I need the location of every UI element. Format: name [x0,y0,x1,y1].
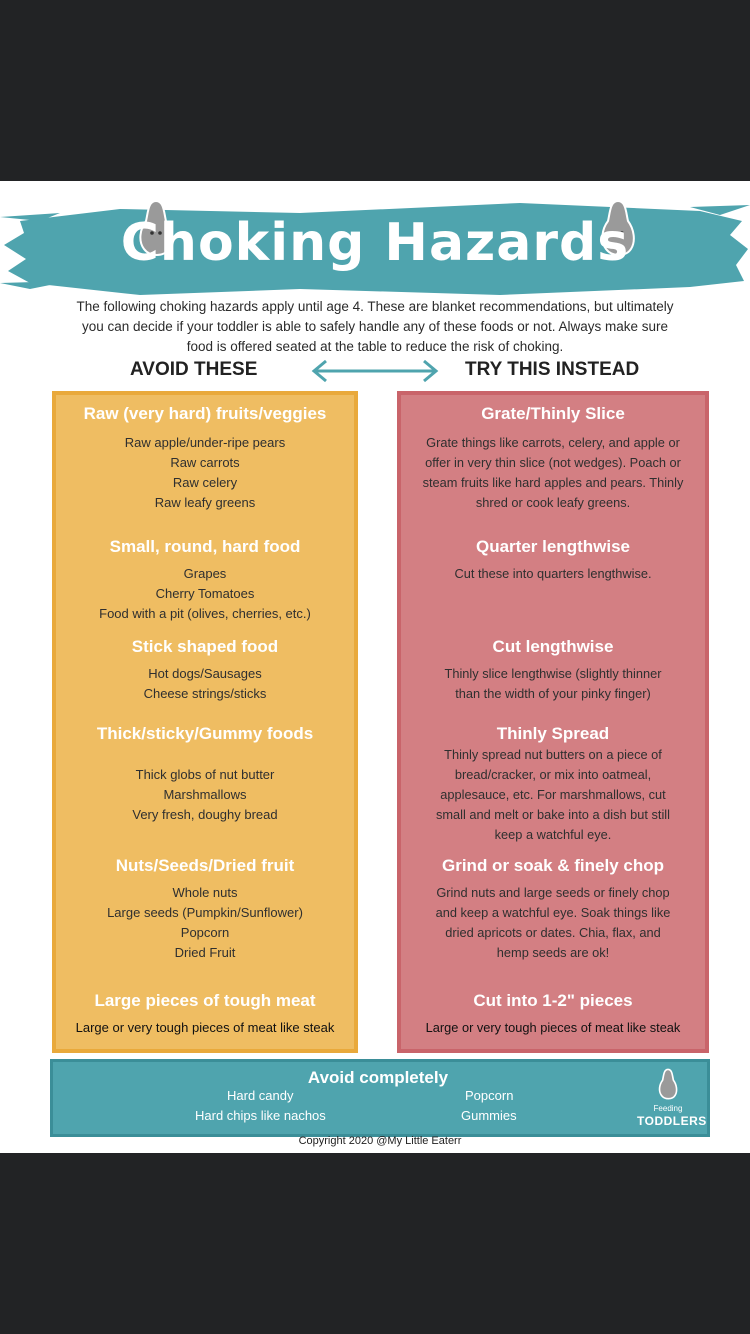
avoid-heading: AVOID THESE [130,359,258,380]
try-section [401,536,705,584]
avoid-section-heading: Thick/sticky/Gummy foods [96,724,314,743]
try-panel [397,391,709,1053]
try-section-text: Large or very tough pieces of meat like steak [425,1020,681,1035]
try-section-heading: Quarter lengthwise [476,537,630,556]
feeding-toddlers-logo [637,1064,707,1136]
avoid-item: Whole nuts [172,885,238,900]
avoid-item: Raw apple/under-ripe pears [124,435,286,450]
avoid-section-heading: Large pieces of tough meat [94,991,316,1010]
try-section [401,403,705,513]
avoid-completely-title: Avoid completely [307,1068,449,1087]
avoid-completely-item: Gummies [461,1108,517,1123]
avoid-section [56,990,354,1038]
try-section [401,855,705,963]
avoid-section [56,403,354,513]
avoid-item: Large seeds (Pumpkin/Sunflower) [107,905,303,920]
copyright-text: Copyright 2020 @My Little Eaterr [298,1135,462,1147]
avoid-section-heading: Stick shaped food [131,637,279,656]
avoid-panel [52,391,358,1053]
intro-text: The following choking hazards apply until age 4. These are blanket recommendations, but ultimately you can decide if your toddler is able to safely handle any of these foods or not. Always make sure food is offered seated at the table to reduce the risk of choking. [76,299,674,354]
avoid-item: Very fresh, doughy bread [132,807,278,822]
avoid-section [56,536,354,624]
try-section-heading: Cut lengthwise [492,637,614,656]
avoid-section [56,723,354,825]
avoid-completely-item: Hard candy [227,1088,294,1103]
try-section-text: Grate things like carrots, celery, and apple or offer in very thin slice (not wedges). Poach or steam fruits like hard apples and pears. Thinly shred or cook leafy greens. [422,435,684,510]
avoid-section [56,636,354,704]
avoid-item: Grapes [183,566,227,581]
avoid-completely-bar [50,1059,710,1137]
try-section-text: Thinly slice lengthwise (slightly thinner than the width of your pinky finger) [444,666,662,701]
avoid-section-heading: Nuts/Seeds/Dried fruit [115,856,295,875]
avoid-item: Hot dogs/Sausages [148,666,262,681]
avoid-item: Large or very tough pieces of meat like steak [75,1020,335,1035]
try-section-text: Grind nuts and large seeds or finely chop and keep a watchful eye. Soak things like dried apricots or dates. Chia, flax, and hemp seeds are ok! [435,885,671,960]
avoid-section-heading: Raw (very hard) fruits/veggies [83,404,327,423]
try-section [401,990,705,1038]
logo-line2: TODDLERS [637,1114,707,1128]
avoid-completely-item: Popcorn [465,1088,514,1103]
avoid-item: Raw celery [172,475,238,490]
avoid-section-heading: Small, round, hard food [109,537,301,556]
try-section-heading: Grind or soak & finely chop [442,856,664,875]
pear-icon [655,1064,681,1102]
poster [0,181,750,1153]
avoid-item: Food with a pit (olives, cherries, etc.) [99,606,311,621]
page-title: Choking Hazards [120,213,630,273]
avoid-item: Raw carrots [170,455,240,470]
try-section-text: Thinly spread nut butters on a piece of bread/cracker, or mix into oatmeal, applesauce, etc. For marshmallows, cut small and melt or bake into a dish but still keep a watchful eye. [435,747,670,842]
try-section-heading: Cut into 1-2" pieces [473,991,633,1010]
avoid-section [56,855,354,963]
avoid-item: Dried Fruit [174,945,236,960]
avoid-item: Raw leafy greens [154,495,256,510]
avoid-item: Thick globs of nut butter [135,767,275,782]
try-heading: TRY THIS INSTEAD [465,359,640,380]
avoid-item: Popcorn [180,925,230,940]
logo-line1: Feeding [653,1104,683,1113]
avoid-item: Marshmallows [163,787,247,802]
avoid-item: Cherry Tomatoes [155,586,255,601]
try-section [401,636,705,704]
try-section-heading: Thinly Spread [496,724,610,743]
try-section-heading: Grate/Thinly Slice [481,404,625,423]
try-section [401,723,705,845]
title-banner [0,191,750,301]
avoid-item: Cheese strings/sticks [143,686,267,701]
avoid-completely-item: Hard chips like nachos [195,1108,326,1123]
try-section-text: Cut these into quarters lengthwise. [454,566,652,581]
double-arrow-icon [308,359,442,383]
